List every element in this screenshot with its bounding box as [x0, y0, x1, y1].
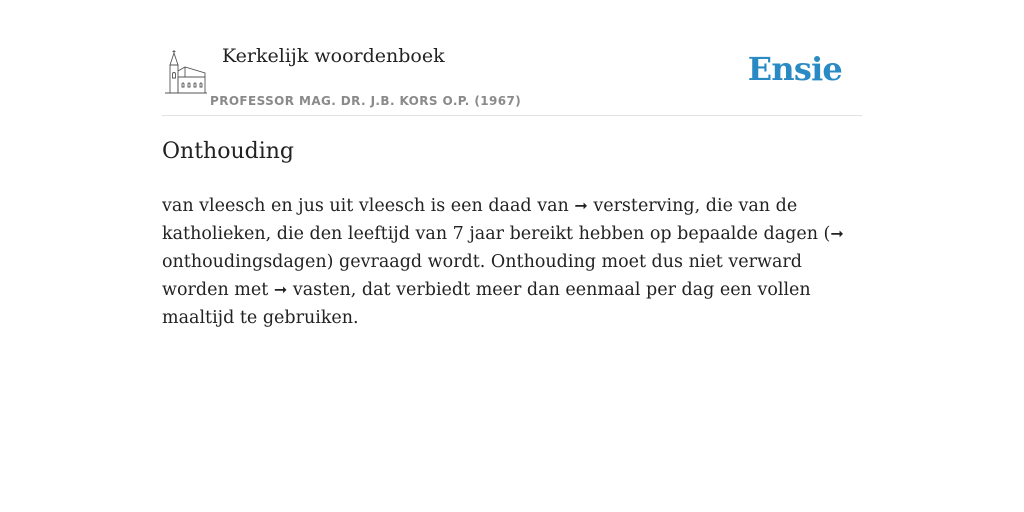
arrow-right-icon: ➞ — [574, 196, 588, 215]
xref-link-vasten[interactable]: vasten — [292, 280, 351, 300]
arrow-right-icon: ➞ — [273, 280, 288, 299]
ensie-logo-link[interactable]: Ensie — [747, 50, 842, 88]
entry-body — [162, 192, 852, 332]
body-text-3: ) gevraagd wordt. Onthouding moet dus niet verward worden met — [162, 252, 802, 300]
author-line: PROFESSOR MAG. DR. J.B. KORS O.P. (1967) — [210, 94, 522, 108]
dictionary-header — [162, 40, 862, 116]
church-icon — [165, 49, 207, 95]
xref-link-versterving[interactable]: versterving — [593, 196, 695, 216]
arrow-right-icon: ➞ — [830, 224, 844, 243]
body-text-4: , dat verbiedt meer dan eenmaal per dag een vollen maaltijd te gebruiken. — [162, 280, 811, 328]
xref-link-onthoudingsdagen[interactable]: onthoudingsdagen — [162, 252, 327, 272]
entry-title: Onthouding — [162, 139, 294, 164]
body-text-1: van vleesch en jus uit vleesch is een daad van — [162, 196, 575, 216]
book-title: Kerkelijk woordenboek — [222, 45, 445, 67]
body-text-2: , die van de katholieken, die den leeftijd van 7 jaar bereikt hebben op bepaalde dagen ( — [162, 196, 831, 244]
